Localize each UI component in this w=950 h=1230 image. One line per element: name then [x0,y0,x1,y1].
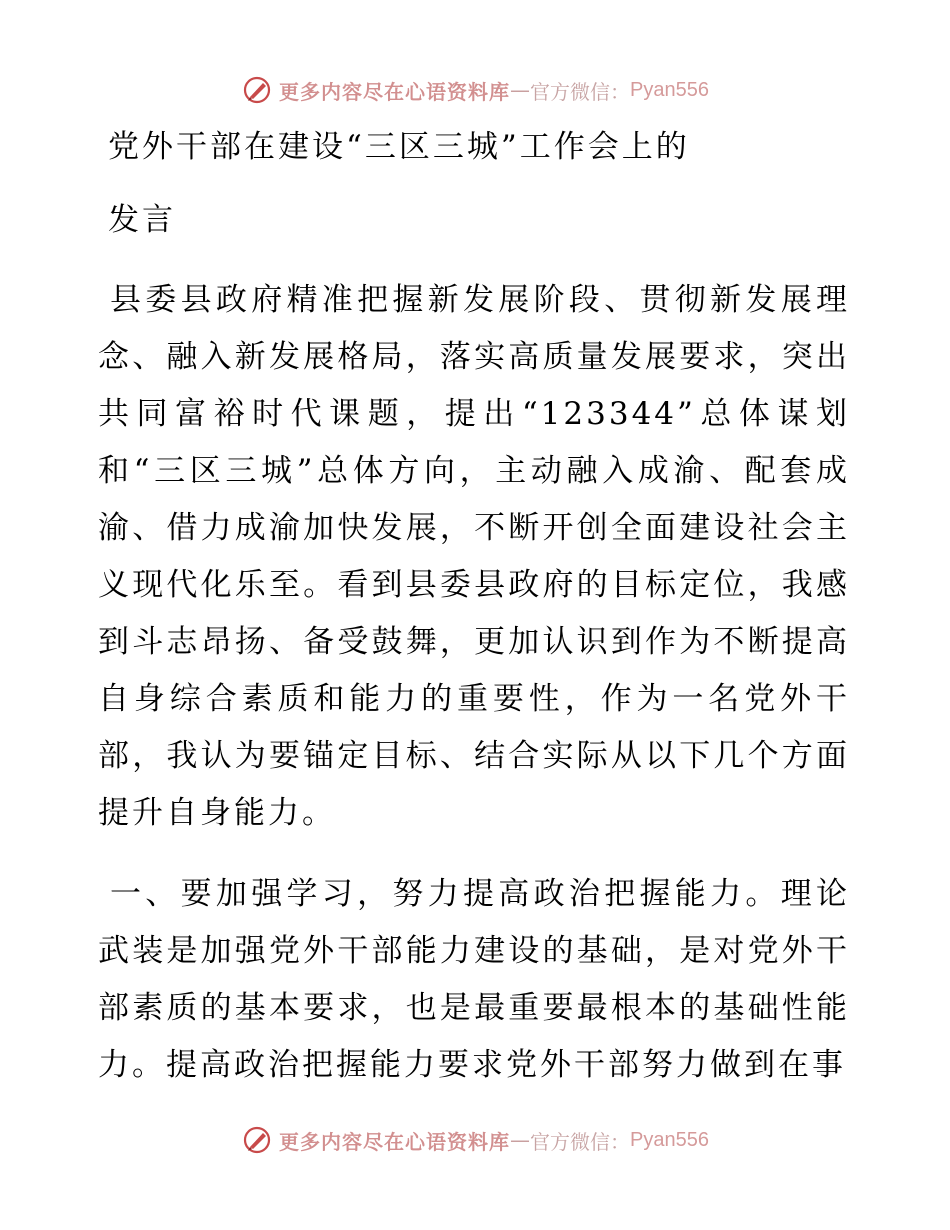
pen-logo-icon [241,1124,273,1156]
watermark-dash: — [510,1128,531,1152]
body-paragraph-2: 一、要加强学习，努力提高政治把握能力。理论武装是加强党外干部能力建设的基础，是对党外干部素质的基本要求，也是最重要最根本的基础性能力。提高政治把握能力要求党外干部努力做到在事 [98,876,850,1083]
watermark-wechat-id: Pyan556 [630,78,709,101]
document-title-line1: 党外干部在建设“三区三城”工作会上的 [108,129,690,165]
watermark-main-text: 更多内容尽在心语资料库 [279,1129,511,1154]
body-paragraph-1: 县委县政府精准把握新发展阶段、贯彻新发展理念、融入新发展格局，落实高质量发展要求，突出共同富裕时代课题，提出“123344”总体谋划和“三区三城”总体方向，主动融入成渝、配套成渝、借力成渝加快发展，不断开创全面建设社会主义现代化乐至。看到县委县政府的目标定位，我感到斗志昂扬、备受鼓舞，更加认识到作为不断提高自身综合素质和能力的重要性，作为一名党外干部，我认为要锚定目标、结合实际从以下几个方面提升自身能力。 [98,282,850,831]
watermark-header [0,70,950,110]
document-title-line2: 发言 [108,202,176,238]
watermark-main-text: 更多内容尽在心语资料库 [279,79,511,104]
watermark-wechat-id: Pyan556 [630,1128,709,1151]
watermark-footer [0,1120,950,1160]
watermark-dash: — [510,78,531,102]
watermark-wechat-label: 官方微信： [530,79,631,104]
watermark-wechat-label: 官方微信： [530,1129,631,1154]
pen-logo-icon [241,74,273,106]
